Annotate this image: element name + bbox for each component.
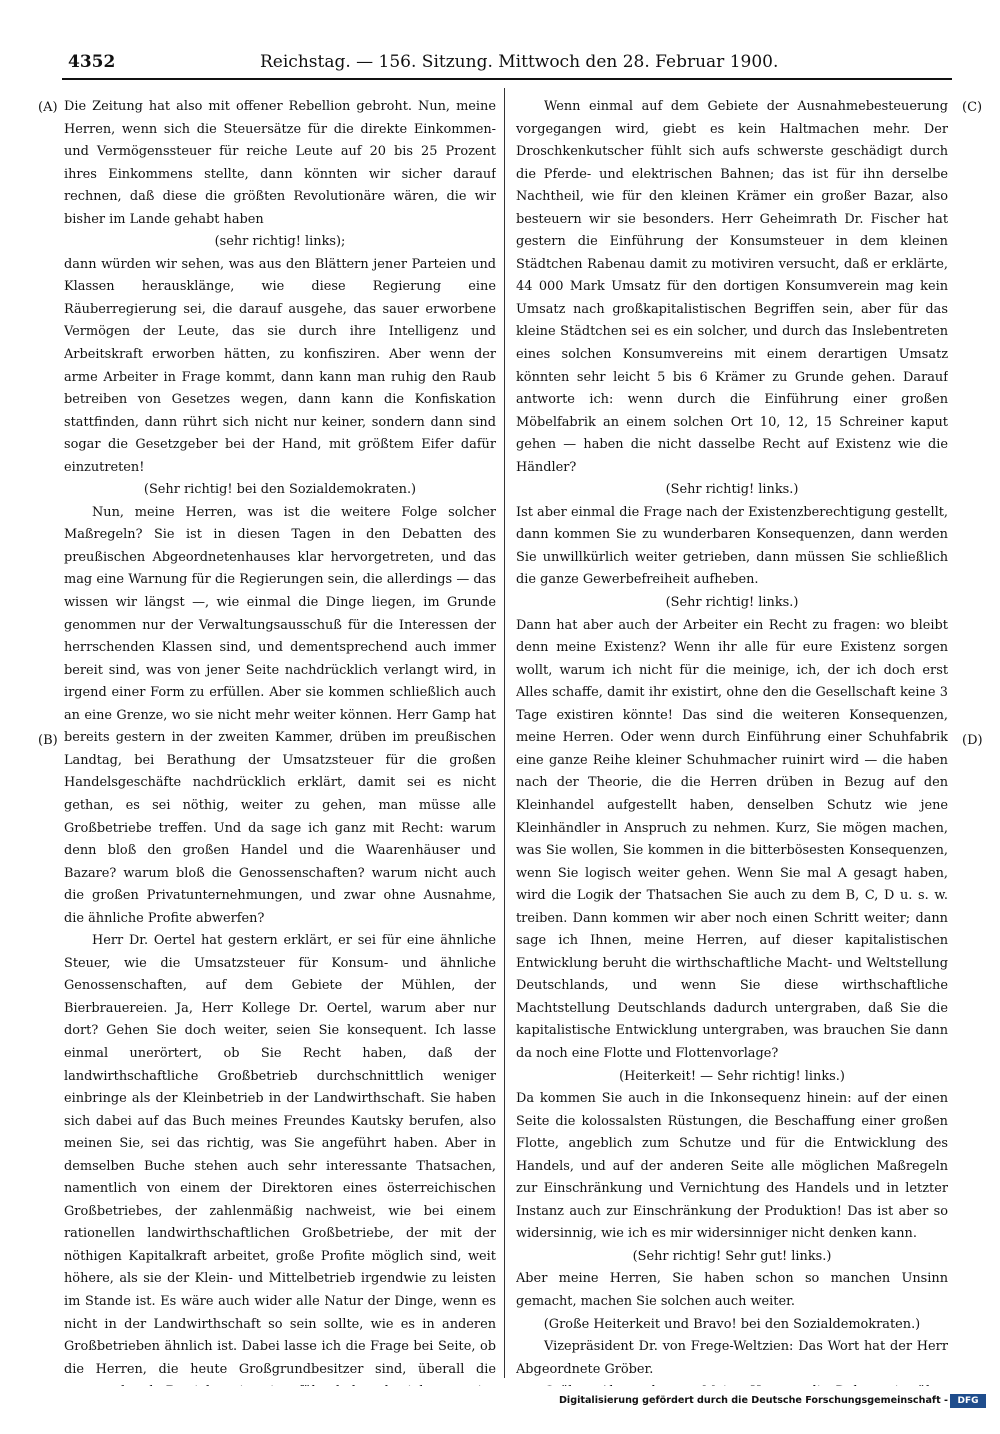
interjection: (Sehr richtig! links.) xyxy=(665,482,799,498)
paragraph: Dann hat aber auch der Arbeiter ein Recht zu fragen: wo bleibt denn meine Existenz? Wenn ihr alle für eure Existenz sorgen wollt, warum ich nicht für die meinige, ich, der ich doch erst Alles schaffe, damit ihr existirt, ohne den die Gesellschaft keine 3 Tage existiren könnte! Das sind die weiteren Konsequenzen, meine Herren. Oder wenn durch Einführung einer Schuhfabrik eine ganze Reihe kleiner Schuhmacher ruinirt wird — die haben nach der Theorie, die die Herren drüben in Bezug auf den Kleinhandel aufgestellt haben, denselben Schutz wie jene Kleinhändler in Anspruch zu nehmen. Kurz, Sie mögen machen, was Sie wollen, Sie kommen in die bitterbösesten Konsequenzen, wenn Sie logisch weiter gehen. Wenn Sie mal A gesagt haben, wird die Logik der Thatsachen Sie auch zu dem B, C, D u. s. w. treiben. Dann kommen wir aber noch einen Schritt weiter; dann sage ich Ihnen, meine Herren, auf dieser kapitalistischen Entwicklung beruht die wirthschaftliche Macht- und Weltstellung Deutschlands, und wenn Sie diese wirthschaftliche Machtstellung Deutschlands dadurch untergraben, daß Sie die kapitalistische Entwicklung untergraben, was brauchen Sie dann da noch eine Flotte und Flottenvorlage? xyxy=(516,617,948,1061)
interjection: (Sehr richtig! bei den Sozialdemokraten.) xyxy=(143,482,417,498)
paragraph: Da kommen Sie auch in die Inkonsequenz hinein: auf der einen Seite die kolossalsten Rüstungen, die Beschaffung einer großen Flotte, angeblich zum Schutze und für die Entwicklung des Handels, und auf der anderen Seite alle möglichen Maßregeln zur Einschränkung und Vernichtung des Handels und in letzter Instanz auch zur Einschränkung der Produktion! Das ist aber so widersinnig, wie ich es mir widersinniger nicht denken kann. xyxy=(516,1091,948,1242)
paragraph: Aber meine Herren, Sie haben schon so manchen Unsinn gemacht, machen Sie solchen auch weiter. xyxy=(516,1271,948,1309)
paragraph: Herr Dr. Oertel hat gestern erklärt, er sei für eine ähnliche Steuer, wie die Umsatzsteuer für Konsum- und ähnliche Genossenschaften, auf dem Gebiete der Mühlen, der Bierbrauereien. Ja, Herr Kollege Dr. Oertel, warum aber nur dort? Gehen Sie doch weiter, seien Sie konsequent. Ich lasse einmal unerörtert, ob Sie Recht haben, daß der landwirthschaftliche Großbetrieb durchschnittlich weniger einbringe als der Kleinbetrieb in der Landwirthschaft. Sie haben sich dabei auf das Buch meines Freundes Kautsky berufen, also meinen Sie, sei das richtig, was Sie angeführt haben. Aber in demselben Buche stehen auch sehr interessante Thatsachen, namentlich von einem der Direktoren eines österreichischen Großbetriebes, der zahlenmäßig nachweist, wie bei einem rationellen landwirthschaftlichen Großbetriebe, der mit der nöthigen Kapitalkraft arbeitet, große Profite möglich sind, weit höhere, als sie der Klein- und Mittelbetrieb irgendwie zu leisten im Stande ist. Es wäre auch wider alle Natur der Dinge, wenn es nicht in der Landwirthschaft so sein sollte, wie es in anderen Großbetrieben ähnlich ist. Dabei lasse ich die Frage bei Seite, ob die Herren, die heute Großgrundbesitzer sind, überall die xyxy=(64,933,496,1377)
speaker-paragraph xyxy=(516,1381,948,1386)
margin-mark-c: (C) xyxy=(962,100,983,115)
dfg-logo: DFG xyxy=(950,1394,986,1408)
paragraph: Ist aber einmal die Frage nach der Existenzberechtigung gestellt, dann kommen Sie zu wunderbaren Konsequenzen, dann werden Sie unwillkürlich weiter getrieben, dann müssen Sie schließlich die ganze Gewerbefreiheit aufheben. xyxy=(516,504,948,588)
margin-mark-a: (A) xyxy=(38,100,58,115)
interjection: (Sehr richtig! links.) xyxy=(665,595,799,611)
paragraph: Wenn einmal auf dem Gebiete der Ausnahmebesteuerung vorgegangen wird, giebt es kein Haltmachen mehr. Der Droschkenkutscher fühlt sich aufs schwerste geschädigt durch die Pferde- und elektrischen Bahnen; das ist für ihn derselbe Nachtheil, wie für den kleinen Krämer ein großer Bazar, also besteuern wir sie besonders. Herr Geheimrath Dr. Fischer hat gestern die Einführung der Konsumsteuer in dem kleinen Städtchen Rabenau damit zu motiviren versucht, daß er erklärte, 44 000 Mark Umsatz für den dortigen Konsumverein mag kein Umsatz nach großkapitalistischen Begriffen sein, aber für das kleine Städtchen sei es ein solcher, und durch das Inslebentreten eines solchen Konsumvereins mit einem derartigen Umsatz könnten sehr leicht 5 bis 6 Krämer zu Grunde gehen. Darauf antworte ich: wenn durch die Einführung einer großen Möbelfabrik an einem solchen Ort 10, 12, 15 Schreiner kaput gehen — haben die nicht dasselbe Recht auf Existenz wie die Händler? xyxy=(516,99,948,475)
interjection: (Große Heiterkeit und Bravo! bei den Sozialdemokraten.) xyxy=(543,1316,921,1332)
column-divider xyxy=(504,88,505,1378)
paragraph: Nun, meine Herren, was ist die weitere Folge solcher Maßregeln? Sie ist in diesen Tagen in den Debatten des preußischen Abgeordnetenhauses klar hervorgetreten, und das mag eine Warnung für die Regierungen sein, die allerdings — das wissen wir längst —, wie einmal die Dinge liegen, im Grunde genommen nur der Verwaltungsausschuß für die Interessen der herrschenden Klassen sind, und dementsprechend auch immer bereit sind, was von jener Seite nachdrücklich verlangt wird, in irgend einer Form zu erfüllen. Aber sie kommen schließlich auch an eine Grenze, wo sie nicht mehr weiter können. Herr Gamp hat bereits gestern in der zweiten Kammer, drüben im preußischen Landtag, bei Berathung der Umsatzsteuer für die großen Handelsgeschäfte nachdrücklich erklärt, damit sei es nicht gethan, es sei nöthig, weiter zu gehen, man müsse alle Großbetriebe treffen. Und da sage ich ganz mit Recht: warum denn bloß den großen Handel und die Waarenhäuser und Bazare? warum bloß die Genossenschaften? warum nicht auch die großen Privatunternehmungen, und zwar ohne Ausnahme, die ähnliche Profite abwerfen? xyxy=(64,504,496,926)
margin-mark-b: (B) xyxy=(38,733,58,748)
left-column xyxy=(64,96,496,1386)
header-rule xyxy=(62,78,952,80)
page-number: 4352 xyxy=(68,52,116,72)
interjection: (sehr richtig! links); xyxy=(214,234,346,250)
interjection: (Heiterkeit! — Sehr richtig! links.) xyxy=(619,1068,845,1084)
running-head: Reichstag. — 156. Sitzung. Mittwoch den 28. Februar 1900. xyxy=(260,52,779,72)
interjection: (Sehr richtig! Sehr gut! links.) xyxy=(632,1248,832,1264)
speaker-paragraph: Vizepräsident Dr. von Frege-Weltzien: Das Wort hat der Herr Abgeordnete Gröber. xyxy=(516,1339,948,1377)
digitization-credit: Digitalisierung gefördert durch die Deutsche Forschungsgemeinschaft - xyxy=(558,1395,948,1406)
paragraph: dann würden wir sehen, was aus den Blättern jener Parteien und Klassen herausklänge, wie diese Regierung eine Räuberregierung sei, die darauf ausgehe, das sauer erworbene Vermögen der Leute, das sie durch ihre Intelligenz und Arbeitskraft erworben hätten, zu konfisziren. Aber wenn der arme Arbeiter in Frage kommt, dann kann man ruhig den Raub betreiben von Gesetzes wegen, dann kann die Konfiskation stattfinden, dann rührt sich nicht nur keiner, sondern dann sind sogar die Gesetzgeber bei der Hand, mit größtem Eifer dafür einzutreten! xyxy=(64,256,496,475)
paragraph: Die Zeitung hat also mit offener Rebellion gebroht. Nun, meine Herren, wenn sich die Steuersätze für die direkte Einkommen- und Vermögenssteuer für reiche Leute auf 20 bis 25 Prozent ihres Einkommens stellte, dann könnten wir sicher darauf rechnen, daß diese die größten Revolutionäre wären, die wir bisher im Lande gehabt haben xyxy=(64,99,496,227)
page-header xyxy=(62,52,952,86)
right-column xyxy=(516,96,948,1386)
margin-mark-d: (D) xyxy=(962,733,983,748)
